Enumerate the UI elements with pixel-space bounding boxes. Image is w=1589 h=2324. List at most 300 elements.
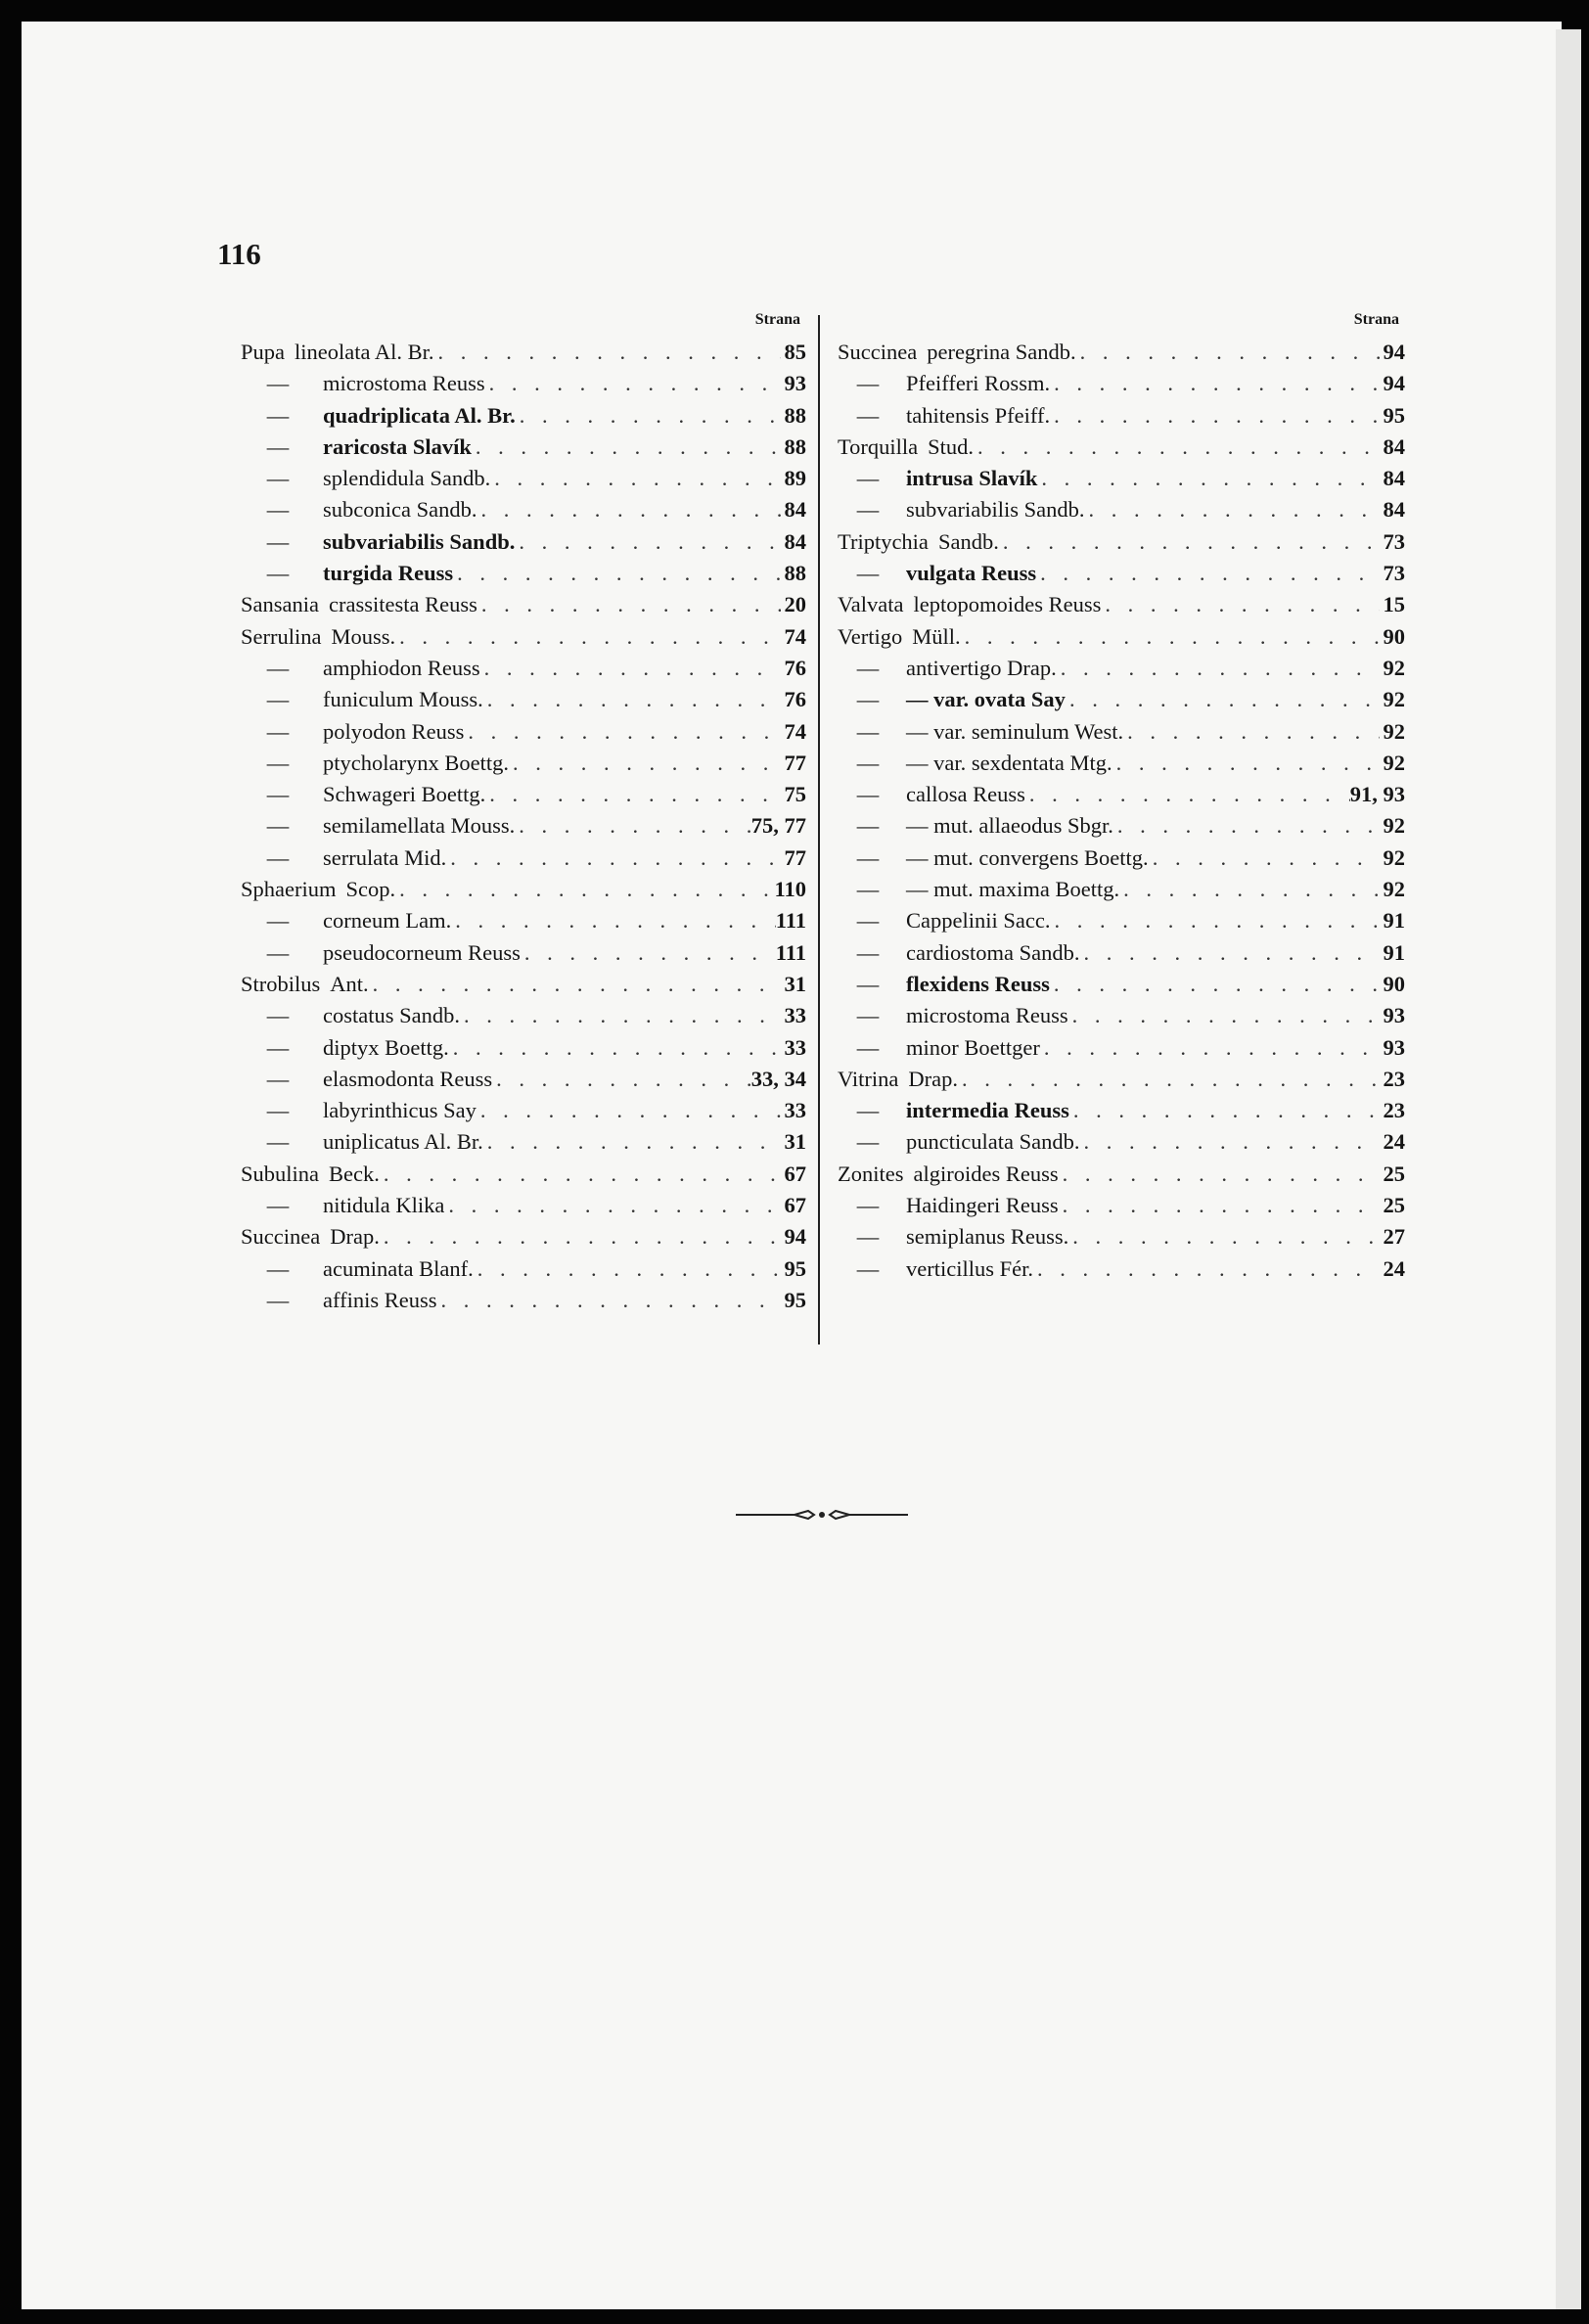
- leader-dots: [1068, 1000, 1380, 1031]
- leader-dots: [477, 494, 781, 525]
- entry-genus: Valvata: [838, 592, 904, 617]
- entry-name: Sandb.: [937, 528, 999, 554]
- entry-page-ref: 74: [784, 718, 806, 744]
- index-column-left: [241, 311, 806, 1316]
- index-entry: [838, 1032, 1405, 1064]
- entry-page-ref: 85: [784, 340, 806, 364]
- leader-dots: [515, 810, 751, 842]
- leader-dots: [1119, 874, 1380, 905]
- entry-dash: —: [266, 1066, 290, 1091]
- entry-page-ref: 84: [1383, 433, 1405, 459]
- entry-name: labyrinthicus Say: [323, 1098, 477, 1123]
- index-entry: [241, 779, 806, 810]
- entry-page-ref: 76: [784, 655, 806, 680]
- entry-dash: —: [266, 750, 290, 775]
- leader-dots: [1050, 400, 1380, 432]
- leader-dots: [477, 1095, 781, 1126]
- entry-page-ref: 20: [784, 592, 806, 617]
- index-entry: [241, 1253, 806, 1285]
- entry-dash: —: [856, 402, 880, 428]
- leader-dots: [1025, 779, 1350, 810]
- leader-dots: [380, 1221, 781, 1253]
- leader-dots: [1057, 653, 1380, 684]
- leader-dots: [521, 937, 776, 969]
- index-entry: [241, 937, 806, 969]
- entry-name: microstoma Reuss: [906, 1003, 1068, 1028]
- entry-page-ref: 23: [1383, 1066, 1405, 1091]
- entry-name: diptyx Boettg.: [323, 1034, 449, 1060]
- entry-genus: Sansania: [241, 592, 319, 617]
- entry-dash: —: [856, 782, 880, 807]
- entry-name: semilamellata Mouss.: [323, 813, 516, 839]
- entry-page-ref: 84: [1383, 466, 1405, 491]
- entry-page-ref: 95: [1383, 402, 1405, 428]
- index-entry: [838, 463, 1405, 494]
- index-entry: [838, 1064, 1405, 1095]
- entry-genus: Triptychia: [838, 528, 929, 554]
- leader-dots: [485, 779, 781, 810]
- index-entry: [241, 716, 806, 748]
- entry-dash: —: [856, 877, 880, 902]
- entry-page-ref: 92: [1383, 844, 1405, 870]
- index-entry: [838, 494, 1405, 525]
- entry-page-ref: 73: [1383, 528, 1405, 554]
- entry-name: Stud.: [928, 433, 975, 459]
- entry-dash: —: [266, 1287, 290, 1312]
- entry-name: costatus Sandb.: [323, 1003, 460, 1028]
- entry-dash: —: [856, 1193, 880, 1218]
- entry-page-ref: 73: [1383, 561, 1405, 586]
- entry-name: subconica Sandb.: [323, 497, 477, 523]
- entry-name: acuminata Blanf.: [323, 1255, 474, 1281]
- entry-page-ref: 67: [784, 1161, 806, 1186]
- entry-page-ref: 84: [1383, 497, 1405, 523]
- entry-dash: —: [266, 402, 290, 428]
- entry-page-ref: 92: [1383, 750, 1405, 775]
- index-entry: [241, 1190, 806, 1221]
- index-entry: [241, 748, 806, 779]
- entry-page-ref: 93: [1383, 1003, 1405, 1028]
- index-entry: [838, 621, 1405, 653]
- leader-dots: [1040, 1032, 1380, 1064]
- entry-page-ref: 88: [784, 561, 806, 586]
- entry-name: Ant.: [330, 971, 369, 996]
- entry-genus: Zonites: [838, 1161, 904, 1186]
- leader-dots: [509, 748, 781, 779]
- leader-dots: [1068, 1221, 1380, 1253]
- index-entry: [241, 558, 806, 589]
- entry-page-ref: 93: [784, 371, 806, 396]
- entry-name: — mut. allaeodus Sbgr.: [906, 813, 1113, 839]
- index-entry: [838, 874, 1405, 905]
- leader-dots: [1033, 1253, 1380, 1285]
- entry-dash: —: [266, 908, 290, 934]
- index-entry: [838, 779, 1405, 810]
- scan-page-edge: [1556, 29, 1581, 2309]
- index-entry: [838, 969, 1405, 1000]
- index-entry: [241, 1095, 806, 1126]
- leader-dots: [490, 463, 781, 494]
- leader-dots: [453, 558, 781, 589]
- index-entry: [838, 843, 1405, 874]
- leader-dots: [395, 621, 781, 653]
- entry-page-ref: 84: [784, 528, 806, 554]
- entry-name: Beck.: [329, 1161, 380, 1186]
- entry-name: corneum Lam.: [323, 908, 452, 934]
- index-entry: [838, 716, 1405, 748]
- entry-page-ref: 77: [784, 750, 806, 775]
- entry-name: polyodon Reuss: [323, 718, 465, 744]
- entry-page-ref: 93: [1383, 1034, 1405, 1060]
- entry-page-ref: 15: [1383, 592, 1405, 617]
- entry-name: Müll.: [912, 623, 961, 649]
- entry-page-ref: 74: [784, 623, 806, 649]
- leader-dots: [516, 400, 781, 432]
- entry-name: pseudocorneum Reuss: [323, 939, 521, 965]
- entry-page-ref: 92: [1383, 877, 1405, 902]
- entry-name: puncticulata Sandb.: [906, 1129, 1080, 1155]
- index-entry: [241, 810, 806, 842]
- entry-name: vulgata Reuss: [906, 561, 1037, 586]
- entry-page-ref: 94: [1383, 340, 1405, 364]
- index-entry: [838, 1159, 1405, 1190]
- entry-page-ref: 90: [1383, 971, 1405, 996]
- leader-dots: [483, 1126, 781, 1158]
- entry-dash: —: [856, 1098, 880, 1123]
- entry-page-ref: 33: [784, 1003, 806, 1028]
- entry-page-ref: 92: [1383, 718, 1405, 744]
- index-entry: [241, 589, 806, 620]
- leader-dots: [1084, 494, 1380, 525]
- index-entry: [838, 337, 1405, 368]
- index-entry: [838, 400, 1405, 432]
- index-entry: [241, 1221, 806, 1253]
- index-entry: [241, 1285, 806, 1316]
- entry-genus: Subulina: [241, 1161, 320, 1186]
- entry-name: elasmodonta Reuss: [323, 1066, 493, 1091]
- entry-page-ref: 91: [1383, 908, 1405, 934]
- leader-dots: [999, 526, 1380, 558]
- leader-dots: [1112, 748, 1380, 779]
- leader-dots: [1050, 368, 1380, 399]
- entry-genus: Vitrina: [838, 1066, 899, 1091]
- leader-dots: [1066, 684, 1380, 715]
- leader-dots: [480, 653, 781, 684]
- entry-page-ref: 25: [1383, 1193, 1405, 1218]
- entry-name: nitidula Klika: [323, 1193, 445, 1218]
- entry-genus: Serrulina: [241, 623, 322, 649]
- entry-dash: —: [266, 718, 290, 744]
- entry-name: Cappelinii Sacc.: [906, 908, 1051, 934]
- entry-page-ref: 90: [1383, 623, 1405, 649]
- index-entry: [241, 1159, 806, 1190]
- leader-dots: [1149, 843, 1380, 874]
- entry-page-ref: 67: [784, 1193, 806, 1218]
- index-entry: [241, 1000, 806, 1031]
- entry-page-ref: 92: [1383, 813, 1405, 839]
- leader-dots: [1059, 1159, 1380, 1190]
- entry-name: subvariabilis Sandb.: [323, 528, 516, 554]
- column-header-strana: Strana: [1353, 311, 1399, 328]
- leader-dots: [380, 1159, 781, 1190]
- index-entry: [241, 969, 806, 1000]
- entry-page-ref: 89: [784, 466, 806, 491]
- entry-name: — var. seminulum West.: [906, 718, 1124, 744]
- entry-dash: —: [266, 1003, 290, 1028]
- entry-page-ref: 24: [1383, 1255, 1405, 1281]
- entry-name: — mut. convergens Boettg.: [906, 844, 1149, 870]
- entry-dash: —: [856, 687, 880, 712]
- entry-page-ref: 91, 93: [1349, 782, 1405, 807]
- index-entry: [241, 368, 806, 399]
- leader-dots: [515, 526, 781, 558]
- entry-dash: —: [856, 813, 880, 839]
- index-entry: [241, 874, 806, 905]
- entry-name: serrulata Mid.: [323, 844, 447, 870]
- column-header-strana: Strana: [754, 311, 800, 328]
- index-entry: [838, 589, 1405, 620]
- entry-dash: —: [856, 750, 880, 775]
- index-entry: [241, 432, 806, 463]
- index-entry: [838, 1221, 1405, 1253]
- entry-name: intrusa Slavík: [906, 466, 1038, 491]
- entry-name: algiroides Reuss: [913, 1161, 1059, 1186]
- index-entry: [838, 684, 1405, 715]
- index-entry: [838, 937, 1405, 969]
- entry-page-ref: 111: [775, 939, 806, 965]
- entry-name: raricosta Slavík: [323, 433, 472, 459]
- index-entry: [838, 558, 1405, 589]
- leader-dots: [1123, 716, 1380, 748]
- leader-dots: [1059, 1190, 1380, 1221]
- index-column-right: [838, 311, 1405, 1285]
- entry-name: funiculum Mouss.: [323, 687, 483, 712]
- entry-dash: —: [266, 528, 290, 554]
- index-entry: [241, 1126, 806, 1158]
- entry-dash: —: [856, 718, 880, 744]
- entry-name: — mut. maxima Boettg.: [906, 877, 1120, 902]
- index-entries-right: [838, 337, 1405, 1285]
- entry-page-ref: 91: [1383, 939, 1405, 965]
- entry-name: leptopomoides Reuss: [913, 592, 1102, 617]
- leader-dots: [958, 1064, 1380, 1095]
- entry-page-ref: 31: [784, 971, 806, 996]
- leader-dots: [492, 1064, 751, 1095]
- index-entry: [838, 1000, 1405, 1031]
- entry-dash: —: [856, 371, 880, 396]
- entry-dash: —: [266, 371, 290, 396]
- entry-dash: —: [856, 497, 880, 523]
- index-entry: [838, 905, 1405, 936]
- leader-dots: [449, 1032, 781, 1064]
- entry-page-ref: 24: [1383, 1129, 1405, 1155]
- leader-dots: [961, 621, 1380, 653]
- leader-dots: [485, 368, 781, 399]
- entry-page-ref: 33: [784, 1098, 806, 1123]
- entry-name: Schwageri Boettg.: [323, 782, 486, 807]
- entry-dash: —: [856, 1129, 880, 1155]
- leader-dots: [460, 1000, 781, 1031]
- entry-page-ref: 25: [1383, 1161, 1405, 1186]
- entry-name: lineolata Al. Br.: [295, 340, 434, 364]
- leader-dots: [1101, 589, 1380, 620]
- entry-name: splendidula Sandb.: [323, 466, 491, 491]
- entry-page-ref: 94: [784, 1224, 806, 1250]
- index-entry: [241, 400, 806, 432]
- entry-name: minor Boettger: [906, 1034, 1040, 1060]
- entry-name: cardiostoma Sandb.: [906, 939, 1080, 965]
- entry-genus: Sphaerium: [241, 877, 337, 902]
- leader-dots: [1050, 905, 1380, 936]
- index-entry: [241, 1064, 806, 1095]
- leader-dots: [1076, 337, 1380, 368]
- entry-dash: —: [856, 561, 880, 586]
- entry-name: ptycholarynx Boettg.: [323, 750, 509, 775]
- index-entry: [241, 621, 806, 653]
- entry-dash: —: [266, 655, 290, 680]
- leader-dots: [1079, 1126, 1380, 1158]
- entry-name: — var. sexdentata Mtg.: [906, 750, 1112, 775]
- entry-dash: —: [266, 466, 290, 491]
- index-entry: [838, 748, 1405, 779]
- index-entry: [838, 1190, 1405, 1221]
- entry-dash: —: [266, 844, 290, 870]
- leader-dots: [1079, 937, 1380, 969]
- entry-page-ref: 27: [1383, 1224, 1405, 1250]
- entry-name: turgida Reuss: [323, 561, 454, 586]
- leader-dots: [1050, 969, 1380, 1000]
- leader-dots: [474, 1253, 781, 1285]
- entry-name: affinis Reuss: [323, 1287, 437, 1312]
- entry-dash: —: [856, 971, 880, 996]
- decorative-rule-ornament-icon: [736, 1505, 908, 1525]
- entry-genus: Succinea: [838, 340, 918, 364]
- entry-genus: Strobilus: [241, 971, 321, 996]
- column-divider: [818, 315, 820, 1344]
- entry-dash: —: [266, 1129, 290, 1155]
- index-entry: [838, 1095, 1405, 1126]
- entry-dash: —: [266, 433, 290, 459]
- index-entry: [838, 368, 1405, 399]
- entry-name: — var. ovata Say: [906, 687, 1066, 712]
- entry-name: Drap.: [908, 1066, 958, 1091]
- entry-dash: —: [856, 1255, 880, 1281]
- entry-name: antivertigo Drap.: [906, 655, 1057, 680]
- leader-dots: [1113, 810, 1380, 842]
- leader-dots: [436, 1285, 781, 1316]
- entry-name: callosa Reuss: [906, 782, 1025, 807]
- entry-dash: —: [266, 1098, 290, 1123]
- leader-dots: [472, 432, 781, 463]
- entry-page-ref: 75, 77: [750, 813, 806, 839]
- entry-name: quadriplicata Al. Br.: [323, 402, 516, 428]
- entry-page-ref: 92: [1383, 687, 1405, 712]
- leader-dots: [1037, 463, 1380, 494]
- index-entry: [241, 653, 806, 684]
- index-entry: [838, 1126, 1405, 1158]
- leader-dots: [1069, 1095, 1380, 1126]
- entry-dash: —: [266, 497, 290, 523]
- entry-name: Drap.: [330, 1224, 380, 1250]
- entry-name: crassitesta Reuss: [328, 592, 477, 617]
- entry-dash: —: [856, 655, 880, 680]
- entry-page-ref: 94: [1383, 371, 1405, 396]
- entry-dash: —: [856, 1003, 880, 1028]
- entry-page-ref: 77: [784, 844, 806, 870]
- leader-dots: [433, 337, 781, 368]
- entry-page-ref: 88: [784, 433, 806, 459]
- entry-name: semiplanus Reuss.: [906, 1224, 1069, 1250]
- leader-dots: [483, 684, 781, 715]
- entry-genus: Torquilla: [838, 433, 919, 459]
- entry-dash: —: [266, 1255, 290, 1281]
- entry-page-ref: 84: [784, 497, 806, 523]
- entry-page-ref: 31: [784, 1129, 806, 1155]
- entry-name: Pfeifferi Rossm.: [906, 371, 1051, 396]
- entry-name: subvariabilis Sandb.: [906, 497, 1085, 523]
- entry-genus: Succinea: [241, 1224, 321, 1250]
- entry-page-ref: 33, 34: [750, 1066, 806, 1091]
- entry-dash: —: [266, 561, 290, 586]
- index-entry: [838, 810, 1405, 842]
- entry-dash: —: [266, 782, 290, 807]
- index-entries-left: [241, 337, 806, 1316]
- leader-dots: [395, 874, 774, 905]
- leader-dots: [1036, 558, 1380, 589]
- leader-dots: [446, 843, 781, 874]
- entry-name: flexidens Reuss: [906, 971, 1050, 996]
- index-entry: [241, 463, 806, 494]
- index-entry: [241, 843, 806, 874]
- entry-page-ref: 75: [784, 782, 806, 807]
- entry-dash: —: [856, 844, 880, 870]
- entry-dash: —: [856, 939, 880, 965]
- entry-dash: —: [266, 939, 290, 965]
- entry-page-ref: 23: [1383, 1098, 1405, 1123]
- index-entry: [241, 526, 806, 558]
- index-entry: [838, 526, 1405, 558]
- entry-name: amphiodon Reuss: [323, 655, 480, 680]
- entry-dash: —: [856, 1224, 880, 1250]
- entry-page-ref: 111: [775, 908, 806, 934]
- entry-page-ref: 88: [784, 402, 806, 428]
- leader-dots: [477, 589, 781, 620]
- page-number: 116: [217, 237, 261, 271]
- index-entry: [241, 1032, 806, 1064]
- entry-name: Scop.: [345, 877, 396, 902]
- leader-dots: [444, 1190, 781, 1221]
- entry-name: microstoma Reuss: [323, 371, 485, 396]
- entry-dash: —: [266, 813, 290, 839]
- leader-dots: [369, 969, 781, 1000]
- index-entry: [838, 653, 1405, 684]
- index-entry: [241, 905, 806, 936]
- index-entry: [838, 432, 1405, 463]
- entry-page-ref: 92: [1383, 655, 1405, 680]
- entry-genus: Vertigo: [838, 623, 903, 649]
- entry-name: intermedia Reuss: [906, 1098, 1069, 1123]
- index-entry: [241, 494, 806, 525]
- index-entry: [241, 337, 806, 368]
- entry-page-ref: 95: [784, 1287, 806, 1312]
- entry-dash: —: [856, 466, 880, 491]
- entry-name: tahitensis Pfeiff.: [906, 402, 1051, 428]
- index-entry: [241, 684, 806, 715]
- entry-name: peregrina Sandb.: [927, 340, 1076, 364]
- entry-dash: —: [266, 1193, 290, 1218]
- entry-name: verticillus Fér.: [906, 1255, 1033, 1281]
- entry-genus: Pupa: [241, 340, 285, 364]
